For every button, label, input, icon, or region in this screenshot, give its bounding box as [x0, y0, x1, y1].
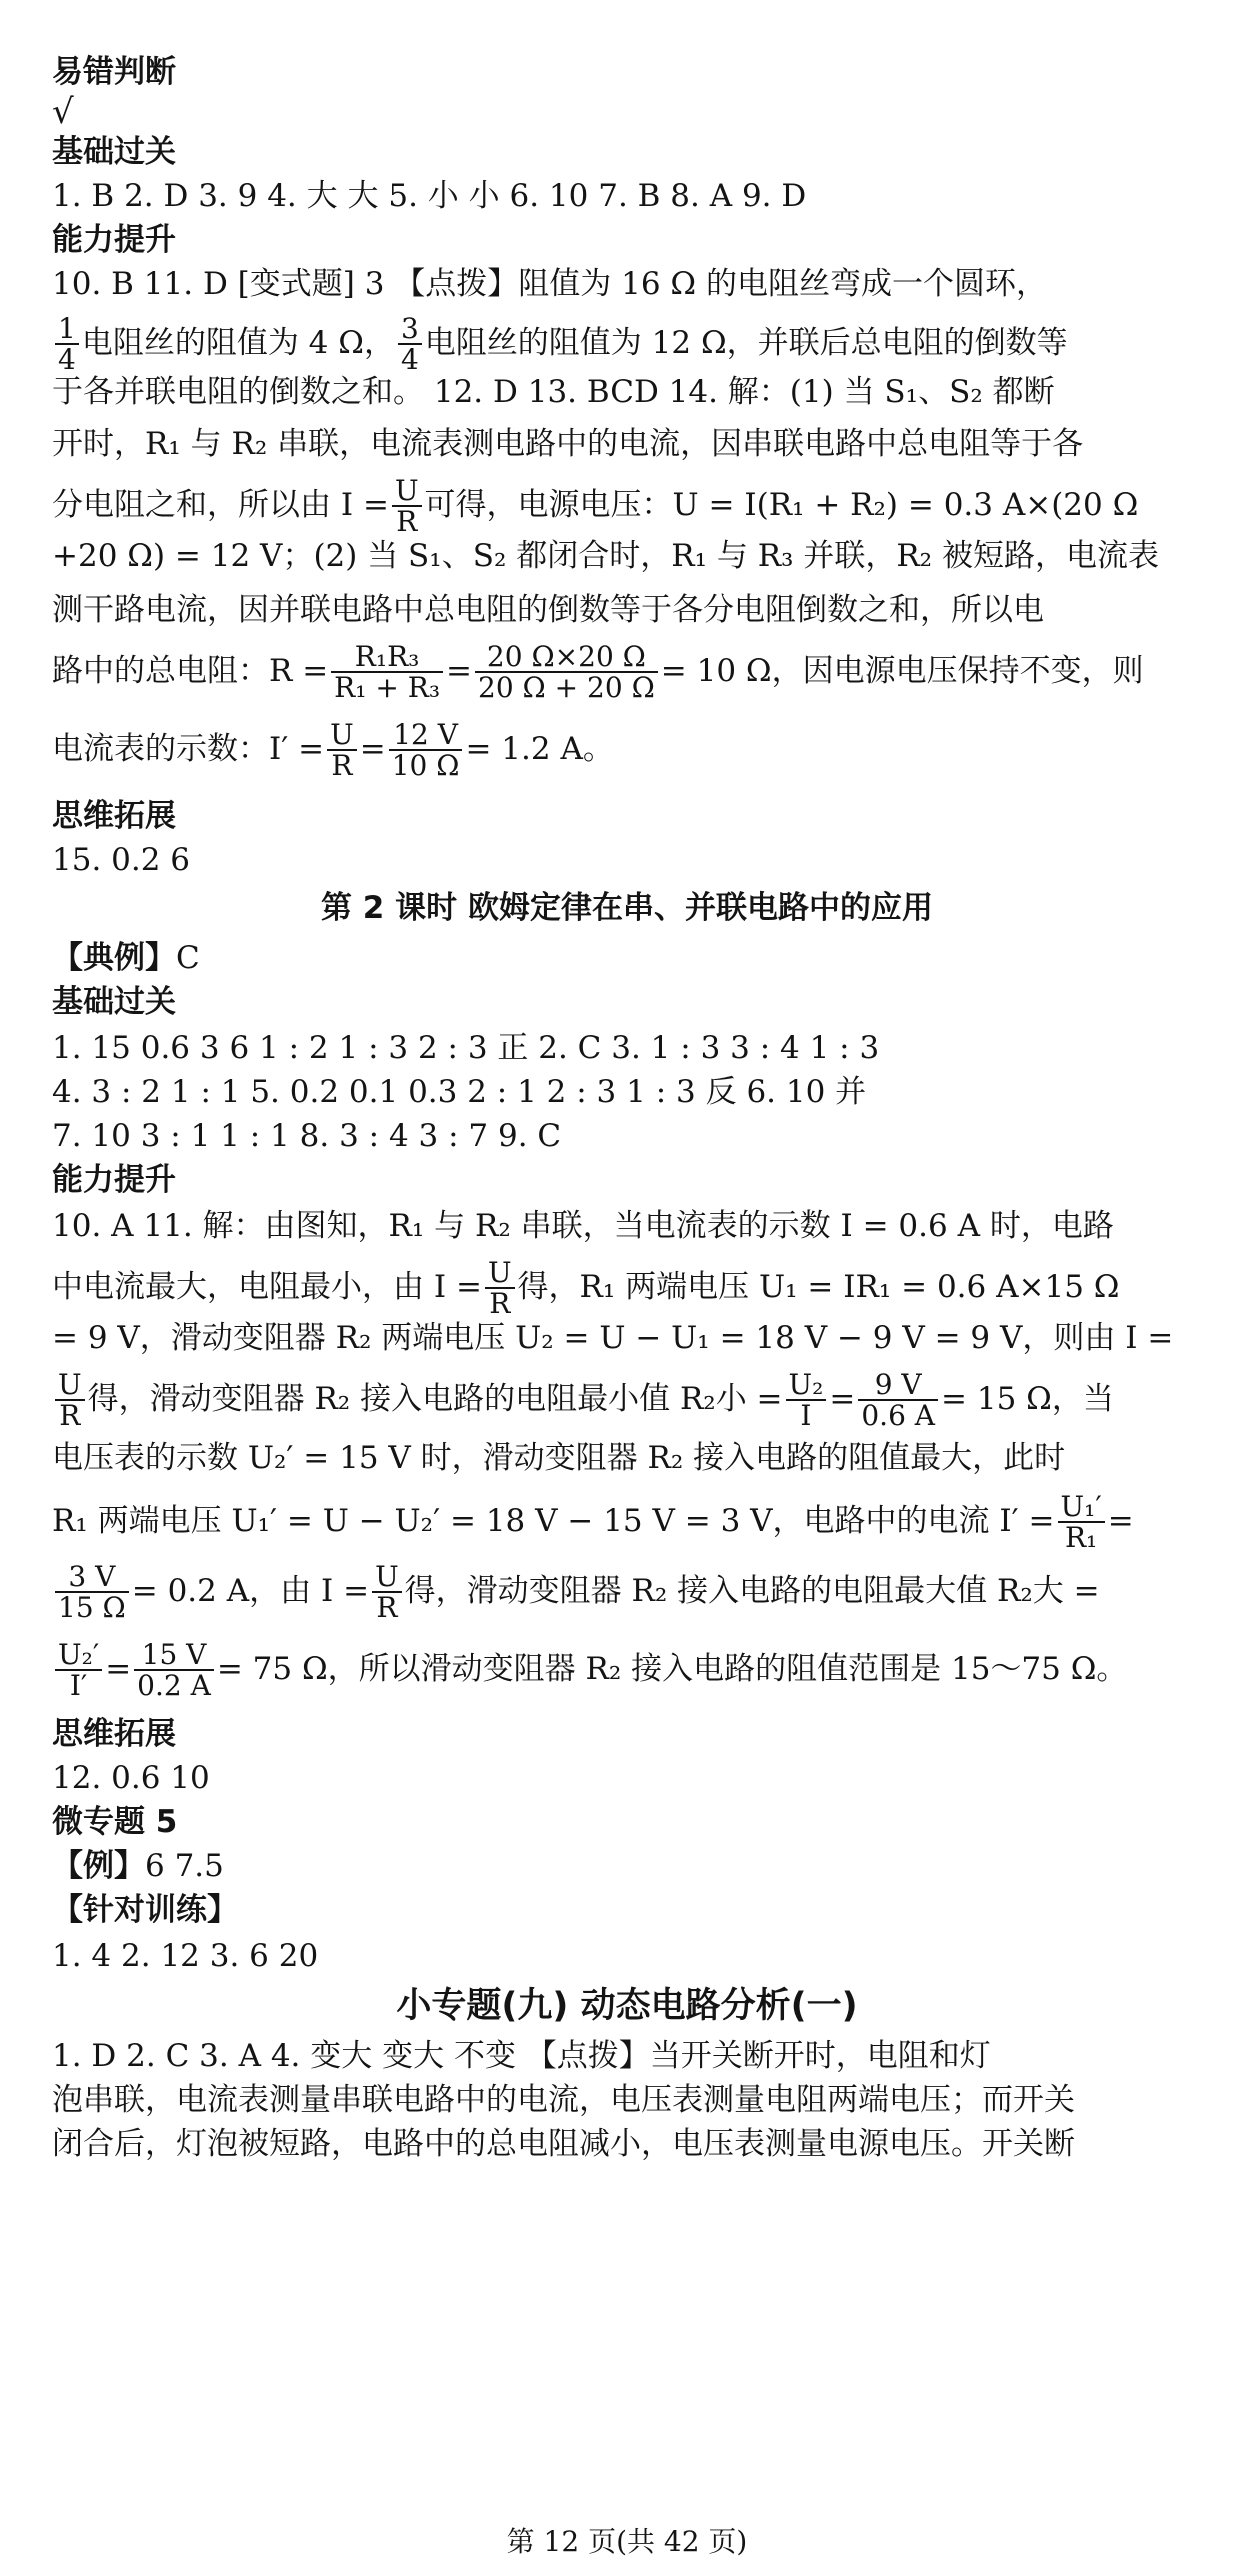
section-heading-thinking: 思维拓展: [52, 1716, 176, 1752]
page-footer: 第 12 页(共 42 页): [506, 2525, 748, 2558]
answer-line: $\frac{U}{R}$ 得，滑动变阻器 R₂ 接入电路的电阻最小值 R₂小 = $\frac{\text{U₂}}{I}$ = $\frac{9 V}{0.6 A}$ = 15 Ω，当: [52, 1370, 1202, 1431]
fraction: $\frac{U}{R}$: [327, 720, 357, 781]
answer-line: 泡串联，电流表测量串联电路中的电流，电压表测量电阻两端电压；而开关: [52, 2082, 1075, 2118]
answer-line: 分电阻之和，所以由 I = $\frac{U}{R}$ 可得，电源电压：U = I(R₁ + R₂) = 0.3 A×(20 Ω: [52, 474, 1139, 539]
answer-line: +20 Ω) = 12 V；(2) 当 S₁、S₂ 都闭合时，R₁ 与 R₃ 并联，R₂ 被短路，电流表: [52, 538, 1159, 574]
answer-line: 1. 15 0.6 3 6 1 : 2 1 : 3 2 : 3 正 2. C 3. 1 : 3 3 : 4 1 : 3: [52, 1030, 880, 1066]
answer-line: 电流表的示数：I′ = $\frac{U}{R}$ = $\frac{12 V}{10 \Omega}$ = 1.2 A。: [52, 718, 614, 783]
fraction: $\frac{U}{R}$: [485, 1258, 515, 1319]
section-heading-practice: 【针对训练】: [52, 1892, 238, 1928]
fraction: $\frac{U}{R}$: [392, 476, 422, 537]
answer-line: 路中的总电阻：R = $\frac{\text{R₁R₃}}{\text{R₁ + R₃}}$ = $\frac{20 \Omega\times 20 \Omega}{20 \Omega + 20 \Omega}$ = 10 Ω，因电源电压保持不变，则: [52, 640, 1144, 705]
fraction: $\frac{\text{U₂}}{I}$: [786, 1370, 827, 1431]
answer-line: $\frac{3 V}{15 \Omega}$ = 0.2 A，由 I = $\frac{U}{R}$ 得，滑动变阻器 R₂ 接入电路的电阻最大值 R₂大 =: [52, 1562, 1202, 1623]
section-heading-thinking: 思维拓展: [52, 798, 176, 834]
answer-line: 4. 3 : 2 1 : 1 5. 0.2 0.1 0.3 2 : 1 2 : 3 1 : 3 反 6. 10 并: [52, 1074, 867, 1110]
fraction: $\frac{\text{U₂′}}{I'}$: [55, 1640, 102, 1701]
answer-line: 15. 0.2 6: [52, 842, 191, 878]
section-heading-error-judgement: 易错判断: [52, 54, 176, 90]
fraction: $\frac{15 V}{0.2 A}$: [134, 1640, 214, 1701]
answer-line: 测干路电流，因并联电路中总电阻的倒数等于各分电阻倒数之和，所以电: [52, 592, 1044, 628]
answer-line: 1. B 2. D 3. 9 4. 大 大 5. 小 小 6. 10 7. B 8. A 9. D: [52, 178, 807, 214]
fraction: $\frac{3 V}{15 \Omega}$: [55, 1562, 129, 1623]
section-heading-ability: 能力提升: [52, 222, 176, 258]
answer-line: $\frac{1}{4}$ 电阻丝的阻值为 4 Ω， $\frac{3}{4}$ 电阻丝的阻值为 12 Ω，并联后总电阻的倒数等: [52, 314, 1202, 375]
fraction: $\frac{U}{R}$: [372, 1562, 402, 1623]
section-heading-micro-topic: 微专题 5: [52, 1804, 178, 1840]
fraction: $\frac{20 \Omega\times 20 \Omega}{20 \Omega + 20 \Omega}$: [475, 642, 658, 703]
topic-title: 小专题(九) 动态电路分析(一): [396, 1986, 858, 2026]
answer-line: 【典例】C: [52, 940, 200, 976]
example-tag: 【例】: [52, 1848, 145, 1884]
answer-line: 闭合后，灯泡被短路，电路中的总电阻减小，电压表测量电源电压。开关断: [52, 2126, 1075, 2162]
answer-line: = 9 V，滑动变阻器 R₂ 两端电压 U₂ = U − U₁ = 18 V − 9 V = 9 V，则由 I =: [52, 1320, 1174, 1356]
answer-line: 中电流最大，电阻最小，由 I = $\frac{U}{R}$ 得，R₁ 两端电压 U₁ = IR₁ = 0.6 A×15 Ω: [52, 1256, 1120, 1321]
answer-line: 1. D 2. C 3. A 4. 变大 变大 不变 【点拨】当开关断开时，电阻和灯: [52, 2038, 991, 2074]
fraction: $\frac{9 V}{0.6 A}$: [858, 1370, 938, 1431]
answer-line: 7. 10 3 : 1 1 : 1 8. 3 : 4 3 : 7 9. C: [52, 1118, 562, 1154]
answer-line: 1. 4 2. 12 3. 6 20: [52, 1938, 319, 1974]
answer-line: R₁ 两端电压 U₁′ = U − U₂′ = 18 V − 15 V = 3 V，电路中的电流 I′ = $\frac{\text{U₁′}}{\text{R₁}}$ =: [52, 1490, 1134, 1555]
answer-line: 于各并联电阻的倒数之和。 12. D 13. BCD 14. 解：(1) 当 S₁、S₂ 都断: [52, 374, 1055, 410]
answer-line: $\frac{\text{U₂′}}{I'}$ = $\frac{15 V}{0.2 A}$ = 75 Ω，所以滑动变阻器 R₂ 接入电路的阻值范围是 15～75 Ω。: [52, 1640, 1202, 1701]
answer-line: 电压表的示数 U₂′ = 15 V 时，滑动变阻器 R₂ 接入电路的阻值最大，此时: [52, 1440, 1066, 1476]
section-heading-ability: 能力提升: [52, 1162, 176, 1198]
answer-line: 10. A 11. 解：由图知，R₁ 与 R₂ 串联，当电流表的示数 I = 0.6 A 时，电路: [52, 1208, 1114, 1244]
check-mark: √: [52, 92, 74, 132]
fraction: $\frac{\text{R₁R₃}}{\text{R₁ + R₃}}$: [331, 642, 443, 703]
fraction: $\frac{3}{4}$: [398, 314, 422, 375]
fraction: $\frac{1}{4}$: [55, 314, 79, 375]
fraction: $\frac{U}{R}$: [55, 1370, 85, 1431]
example-tag: 【典例】: [52, 940, 176, 976]
answer-line: 10. B 11. D [变式题] 3 【点拨】阻值为 16 Ω 的电阻丝弯成一个圆环，: [52, 266, 1047, 302]
section-heading-basics: 基础过关: [52, 984, 176, 1020]
answer-line: 【例】6 7.5: [52, 1848, 224, 1884]
fraction: $\frac{12 V}{10 \Omega}$: [389, 720, 463, 781]
answer-line: 开时，R₁ 与 R₂ 串联，电流表测电路中的电流，因串联电路中总电阻等于各: [52, 426, 1084, 462]
answer-line: 12. 0.6 10: [52, 1760, 210, 1796]
fraction: $\frac{\text{U₁′}}{\text{R₁}}$: [1058, 1492, 1105, 1553]
section-heading-basics: 基础过关: [52, 134, 176, 170]
lesson-title: 第 2 课时 欧姆定律在串、并联电路中的应用: [321, 890, 933, 926]
